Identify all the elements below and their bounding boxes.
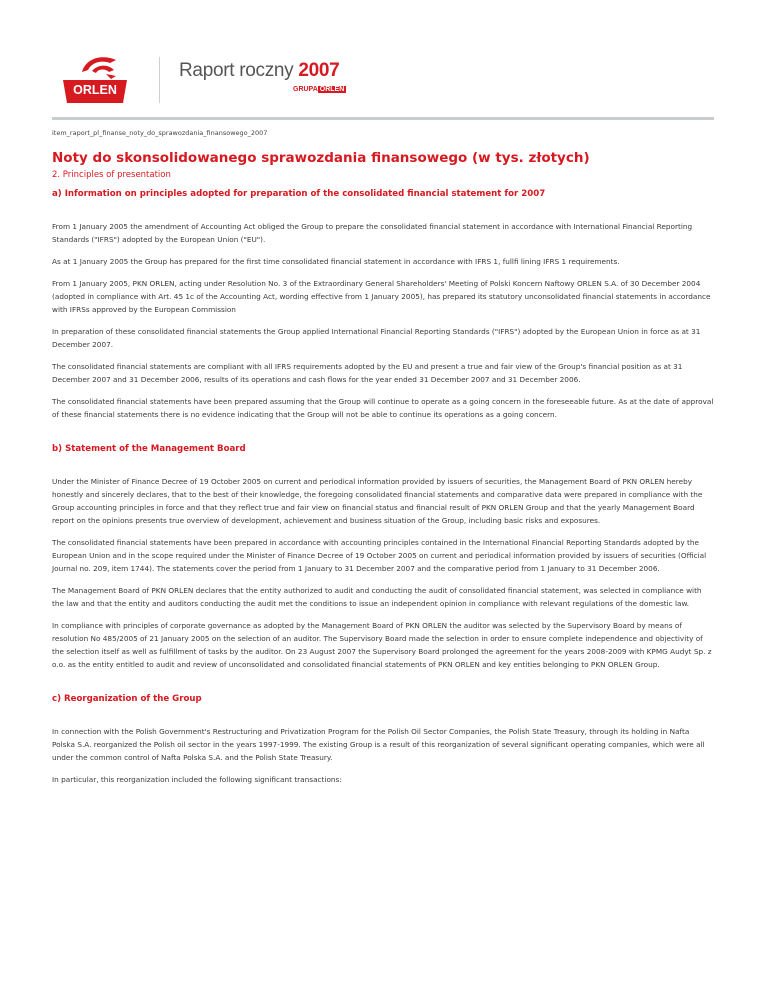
section-b-paragraph: In compliance with principles of corporate governance as adopted by the Management Board of PKN ORLEN the auditor was selected by the Supervisory Board by means of resolution No 485/2005 of 21 January 2005 on the selection of an auditor. The Supervisory Board made the selection in order to ensure complete independence and objectivity of the selection itself as well as fulfillment of tasks by the auditor. On 23 August 2007 the Supervisory Board prolonged the agreement for the years 2008-2009 with KPMG Audyt Sp. z o.o. as the entity entitled to audit and review of unconsolidated and consolidated financial statements of PKN ORLEN and key entities belonging to PKN ORLEN Group. <box>52 621 712 669</box>
section-b-paragraph: The consolidated financial statements have been prepared in accordance with accounting principles contained in the International Financial Reporting Standards adopted by the European Union and in the scope required under the Minister of Finance Decree of 19 October 2005 on current and periodical information provided by issuers of securities (Official Journal no. 209, item 1744). The statements cover the period from 1 January to 31 December 2007 and the comparative period from 1 January to 31 December 2006. <box>52 538 707 573</box>
section-c-paragraph: In particular, this reorganization included the following significant transactions: <box>52 775 342 784</box>
grupa-brand: ORLEN <box>319 86 345 93</box>
section-a-paragraph: From 1 January 2005, PKN ORLEN, acting under Resolution No. 3 of the Extraordinary General Shareholders' Meeting of Polski Koncern Naftowy ORLEN S.A. of 30 December 2004 (adopted in compliance with Art. 45 1c of the Accounting Act, wording effective from 1 January 2005), has prepared its statutory unconsolidated financial statements in accordance with IFRSs approved by the European Commission <box>52 279 711 314</box>
grupa-orlen-badge <box>293 85 346 94</box>
header-divider <box>159 57 160 103</box>
section-a-heading: a) Information on principles adopted for preparation of the consolidated financial statement for 2007 <box>52 189 546 199</box>
section-a-paragraph: The consolidated financial statements are compliant with all IFRS requirements adopted by the EU and present a true and fair view of the Group's financial position as at 31 December 2007 and 31 December 2006, results of its operations and cash flows for the year ended 31 December 2007 and 31 December 2006. <box>52 362 683 384</box>
page-title: Noty do skonsolidowanego sprawozdania finansowego (w tys. złotych) <box>52 150 590 166</box>
report-header <box>52 52 714 112</box>
section-b-paragraph: The Management Board of PKN ORLEN declares that the entity authorized to audit and conducting the audit of consolidated financial statement, was selected in compliance with the law and that the entity and auditors conducting the audit met the conditions to issue an independent opinion in compliance with relevant regulations of the domestic law. <box>52 586 702 608</box>
section-a-paragraph: In preparation of these consolidated financial statements the Group applied International Financial Reporting Standards ("IFRS") adopted by the European Union in force as at 31 December 2007. <box>52 327 701 349</box>
section-a-paragraph: As at 1 January 2005 the Group has prepared for the first time consolidated financial statement in accordance with IFRS 1, fullfi lining IFRS 1 requirements. <box>52 257 620 266</box>
breadcrumb: item_raport_pl_finanse_noty_do_sprawozdania_finansowego_2007 <box>52 129 268 137</box>
section-c-paragraph: In connection with the Polish Government's Restructuring and Privatization Program for the Polish Oil Sector Companies, the Polish State Treasury, through its holding in Nafta Polska S.A. reorganized the Polish oil sector in the years 1997-1999. The existing Group is a result of this reorganization of several significant operating companies, which were all under the common control of Nafta Polska S.A. and the Polish State Treasury. <box>52 727 705 762</box>
section-a-paragraph: The consolidated financial statements have been prepared assuming that the Group will continue to operate as a going concern in the foreseeable future. As at the date of approval of these financial statements there is no evidence indicating that the Group will not be able to continue its operations as a going concern. <box>52 397 714 419</box>
orlen-logo <box>62 52 130 104</box>
logo-text: ORLEN <box>73 83 117 97</box>
section-title: 2. Principles of presentation <box>52 170 171 180</box>
header-rule <box>52 117 714 120</box>
main-content <box>52 148 714 786</box>
report-title <box>179 60 339 82</box>
section-b-heading: b) Statement of the Management Board <box>52 444 246 454</box>
report-year: 2007 <box>298 60 340 81</box>
report-title-text: Raport roczny <box>179 60 299 81</box>
section-a-paragraph: From 1 January 2005 the amendment of Accounting Act obliged the Group to prepare the consolidated financial statement in accordance with International Financial Reporting Standards ("IFRS") adopted by the European Union ("EU"). <box>52 222 693 244</box>
grupa-label: GRUPA <box>293 86 318 93</box>
section-b-paragraph: Under the Minister of Finance Decree of 19 October 2005 on current and periodical information provided by issuers of securities, the Management Board of PKN ORLEN hereby honestly and sincerely declares, that to the best of their knowledge, the foregoing consolidated financial statements and comparative data were prepared in compliance with the Group accounting principles in force and that they reflect true and fair view on financial status and financial result of PKN ORLEN Group and that the yearly Management Board report on the opinions presents true overview of development, achievement and business situation of the Group, including basic risks and exposures. <box>52 477 703 525</box>
section-c-heading: c) Reorganization of the Group <box>52 694 202 704</box>
